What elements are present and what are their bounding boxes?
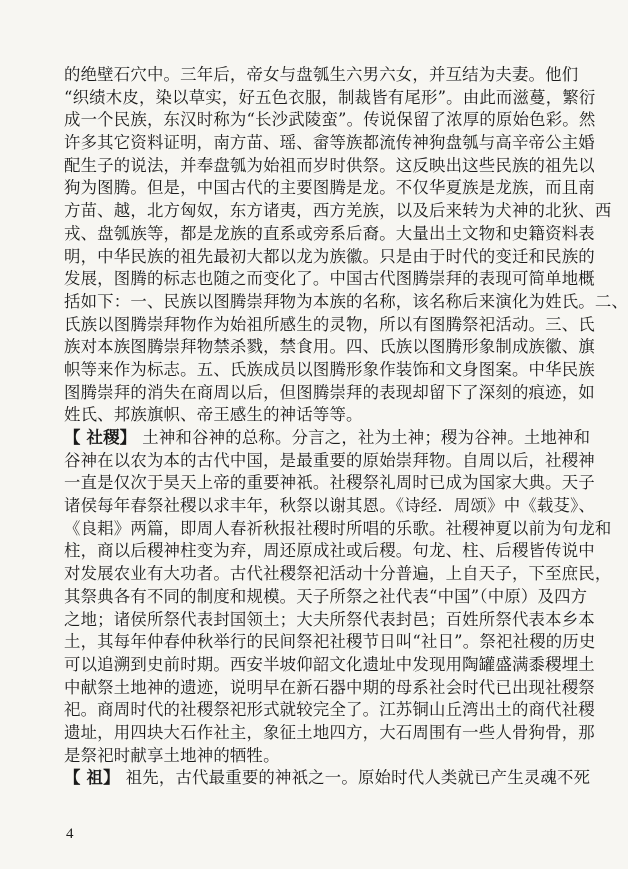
text-line: 配生子的说法，并奉盘瓠为始祖而岁时供祭。这反映出这些民族的祖先以 [64,155,595,175]
text-line: 其祭典各有不同的制度和规模。天子所祭之社代表“中国”（中原）及四方 [64,586,588,606]
text-line: 氏族以图腾崇拜物作为始祖所感生的灵物，所以有图腾祭祀活动。三、氏 [64,314,595,334]
entry-heading: 【 祖】 [64,768,120,788]
text-line: 明，中华民族的祖先最初大都以龙为族徽。只是由于时代的变迁和民族的 [64,246,595,266]
text-line: 姓氏、邦族旗帜、帝王感生的神话等等。 [64,405,363,425]
text-line: 戎、盘瓠族等，都是龙族的直系或旁系后裔。大量出土文物和史籍资料表 [64,223,595,243]
text-line: 诸侯每年春祭社稷以求丰年，秋祭以谢其恩。《诗经．周颂》中《载芟》、 [64,496,596,516]
text-line: 族对本族图腾崇拜物禁杀戮，禁食用。四、氏族以图腾形象制成族徽、旗 [64,337,595,357]
entry-text: 土神和谷神的总称。分言之，社为土神；稷为谷神。土地神和 [142,428,591,447]
text-line: 帜等来作为标志。五、氏族成员以图腾形象作装饰和文身图案。中华民族 [64,359,595,379]
entry-heading: 【 社稷】 [64,428,137,447]
text-line: 方苗、越，北方匈奴，东方诸夷，西方羌族，以及后来转为犬神的北狄、西 [64,201,612,221]
text-line: 《良耜》两篇，即周人春祈秋报社稷时所唱的乐歌。社稷神夏以前为句龙和 [64,518,612,538]
text-line: 许多其它资料证明，南方苗、瑶、畲等族都流传神狗盘瓠与高辛帝公主婚 [64,133,595,153]
text-line: 祀。商周时代的社稷祭祀形式就较完全了。江苏铜山丘湾出土的商代社稷 [64,700,595,720]
entry-first-line [64,767,591,790]
text-line: 的绝壁石穴中。三年后，帝女与盘瓠生六男六女，并互结为夫妻。他们 [64,65,579,84]
text-line: 柱，商以后稷神柱变为弃，周还原成社或后稷。句龙、柱、后稷皆传说中 [64,541,595,561]
paragraph-totem [64,64,628,427]
text-line: 成一个民族，东汉时称为“长沙武陵蛮”。传说保留了浓厚的原始色彩。然 [64,110,596,130]
text-line: 是祭祀时献享土地神的牺牲。 [64,745,280,765]
text-line: 土，其每年仲春仲秋举行的民间祭祀社稷节日叫“社日”。祭祀社稷的历史 [64,632,596,652]
text-line: 中献祭土地神的遗迹，说明早在新石器中期的母系社会时代已出现社稷祭 [64,677,595,697]
text-line: 之地；诸侯所祭代表封国领土；大夫所祭代表封邑；百姓所祭代表本乡本 [64,609,595,629]
page-number: 4 [66,826,74,842]
text-line: 发展，图腾的标志也随之而变化了。中国古代图腾崇拜的表现可简单地概 [64,269,595,289]
entry-sheji [64,427,612,767]
entry-first-line [64,427,591,450]
text-line: 图腾崇拜的消失在商周以后，但图腾崇拜的表现却留下了深刻的痕迹，如 [64,382,595,402]
text-line: 括如下：一、民族以图腾崇拜物为本族的名称，该名称后来演化为姓氏。二、 [64,291,628,311]
text-line: 谷神在以农为本的古代中国，是最重要的原始崇拜物。自周以后，社稷神 [64,450,595,470]
text-line: 可以追溯到史前时期。西安半坡仰韶文化遗址中发现用陶罐盛满黍稷埋土 [64,654,595,674]
text-line: 狗为图腾。但是，中国古代的主要图腾是龙。不仅华夏族是龙族，而且南 [64,178,595,198]
entry-text: 祖先，古代最重要的神祇之一。原始时代人类就已产生灵魂不死 [125,768,591,788]
text-line: 一直是仅次于昊天上帝的重要神祇。社稷祭礼周时已成为国家大典。天子 [64,473,595,493]
entry-zu [64,767,591,790]
text-line: “织绩木皮，染以草实，好五色衣服，制裁皆有尾形”。由此而滋蔓，繁衍 [64,87,596,107]
text-line: 对发展农业有大功者。古代社稷祭祀活动十分普遍，上自天子，下至庶民， [64,564,612,584]
text-line: 遗址，用四块大石作社主，象征土地四方，大石周围有一些人骨狗骨，那 [64,722,595,742]
